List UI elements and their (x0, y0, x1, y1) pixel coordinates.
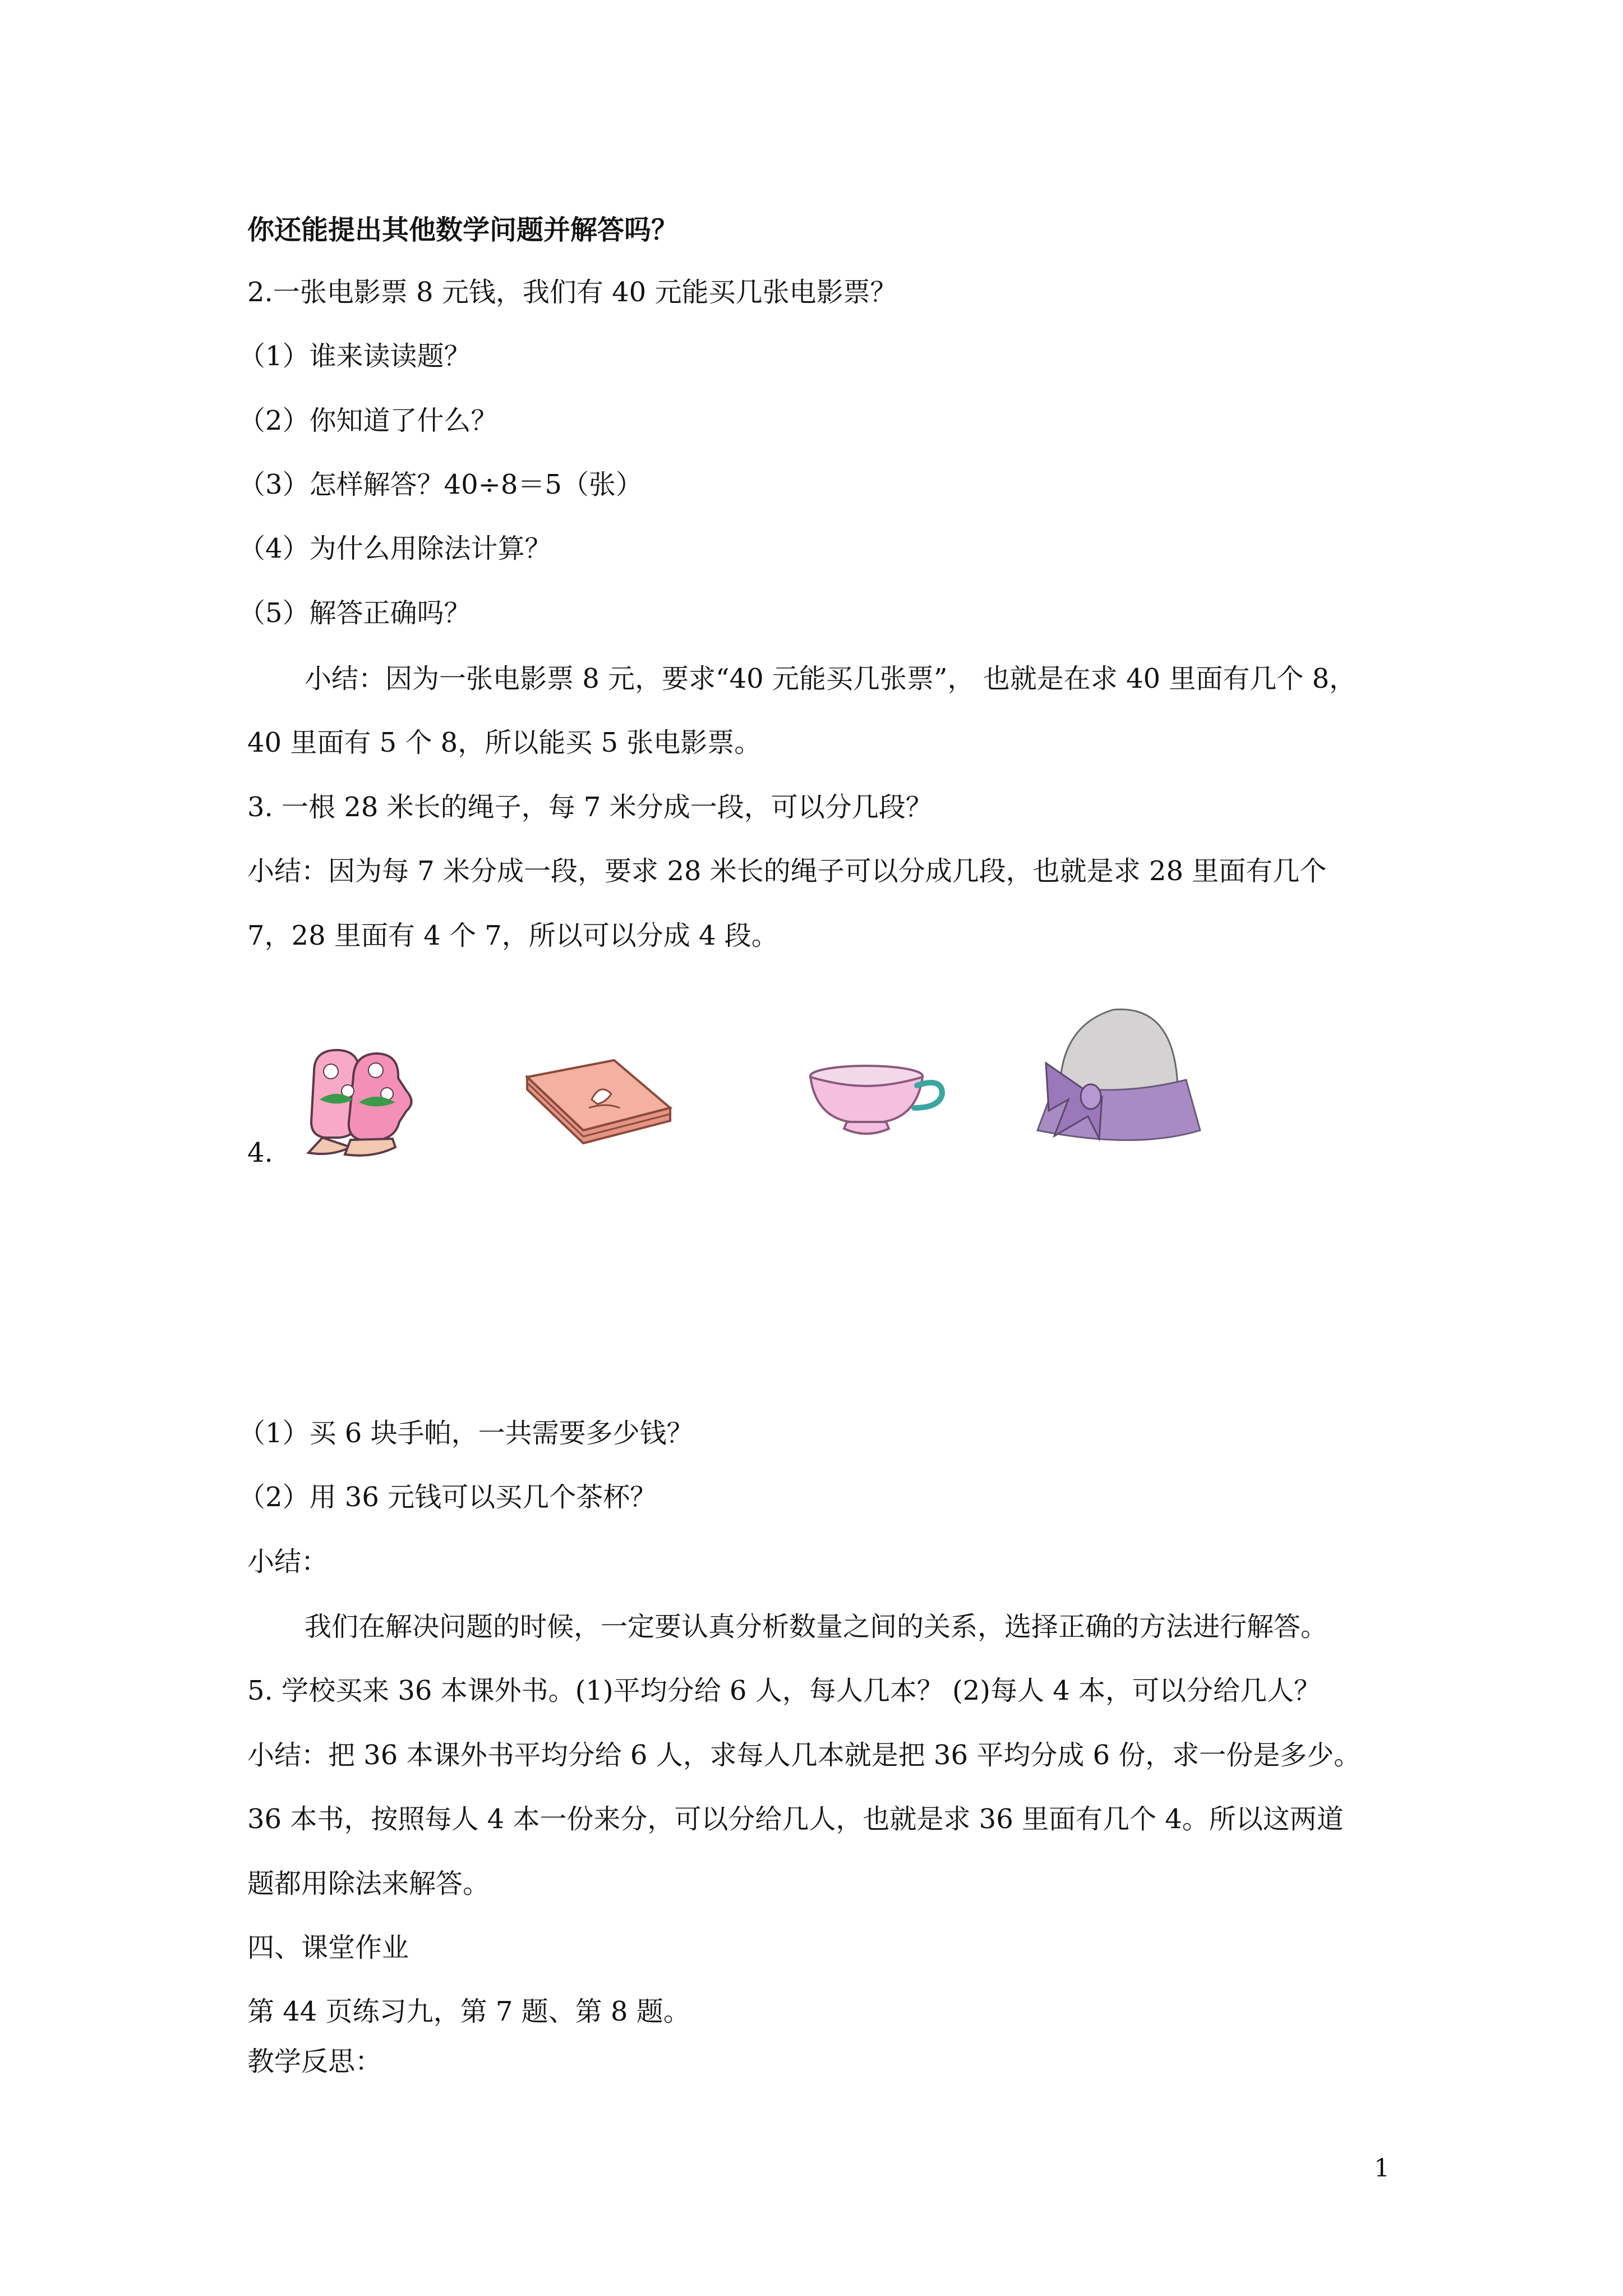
teaching-reflection-label: 教学反思： (247, 2046, 382, 2077)
teacup-icon (808, 1060, 948, 1142)
page-number: 1 (1374, 2154, 1390, 2183)
problem-4-number: 4. (247, 1137, 273, 1168)
problem-2-summary-line-1: 小结：因为一张电影票 8 元，要求“40 元能买几张票”， 也就是在求 40 里面有几个 8， (305, 663, 1357, 694)
hat-icon (1035, 1004, 1203, 1150)
problem-4-summary-body: 我们在解决问题的时候，一定要认真分析数量之间的关系，选择正确的方法进行解答。 (305, 1611, 1328, 1642)
mittens-icon (292, 1038, 443, 1158)
problem-2-title: 2.一张电影票 8 元钱，我们有 40 元能买几张电影票？ (247, 277, 897, 308)
problem-5-summary-line-1: 小结：把 36 本课外书平均分给 6 人，求每人几本就是把 36 平均分成 6 份，求一份是多少。 (247, 1740, 1361, 1771)
problem-2-step-5: （5）解答正确吗？ (238, 597, 471, 629)
problem-3-summary-line-2: 7，28 里面有 4 个 7，所以可以分成 4 段。 (247, 920, 778, 951)
problem-4-summary-label: 小结： (247, 1546, 329, 1577)
homework-line: 第 44 页练习九，第 7 题、第 8 题。 (247, 1996, 690, 2027)
section-4-heading: 四、课堂作业 (247, 1932, 409, 1963)
question-more: 你还能提出其他数学问题并解答吗？ (247, 214, 679, 246)
problem-5-summary-line-2: 36 本书，按照每人 4 本一份来分，可以分给几人，也就是求 36 里面有几个 4。所以这两道 (247, 1803, 1344, 1835)
handkerchief-icon (522, 1055, 676, 1147)
problem-3-summary-line-1: 小结：因为每 7 米分成一段，要求 28 米长的绳子可以分成几段，也就是求 28 里面有几个 (247, 855, 1327, 887)
problem-2-step-4: （4）为什么用除法计算？ (238, 533, 552, 564)
problem-2-step-1: （1）谁来读读题？ (238, 341, 471, 372)
problem-5-summary-line-3: 题都用除法来解答。 (247, 1868, 490, 1899)
problem-3-title: 3. 一根 28 米长的绳子，每 7 米分成一段，可以分几段？ (247, 792, 933, 823)
problem-2-summary-line-2: 40 里面有 5 个 8，所以能买 5 张电影票。 (247, 727, 762, 758)
problem-2-step-2: （2）你知道了什么？ (238, 405, 498, 436)
problem-4-step-2: （2）用 36 元钱可以买几个茶杯？ (238, 1481, 657, 1513)
problem-4-step-1: （1）买 6 块手帕，一共需要多少钱？ (238, 1418, 694, 1449)
problem-5-title: 5. 学校买来 36 本课外书。(1)平均分给 6 人，每人几本？ (2)每人 4 本，可以分给几人？ (247, 1675, 1321, 1706)
problem-2-step-3: （3）怎样解答？40÷8＝5（张） (238, 469, 643, 500)
